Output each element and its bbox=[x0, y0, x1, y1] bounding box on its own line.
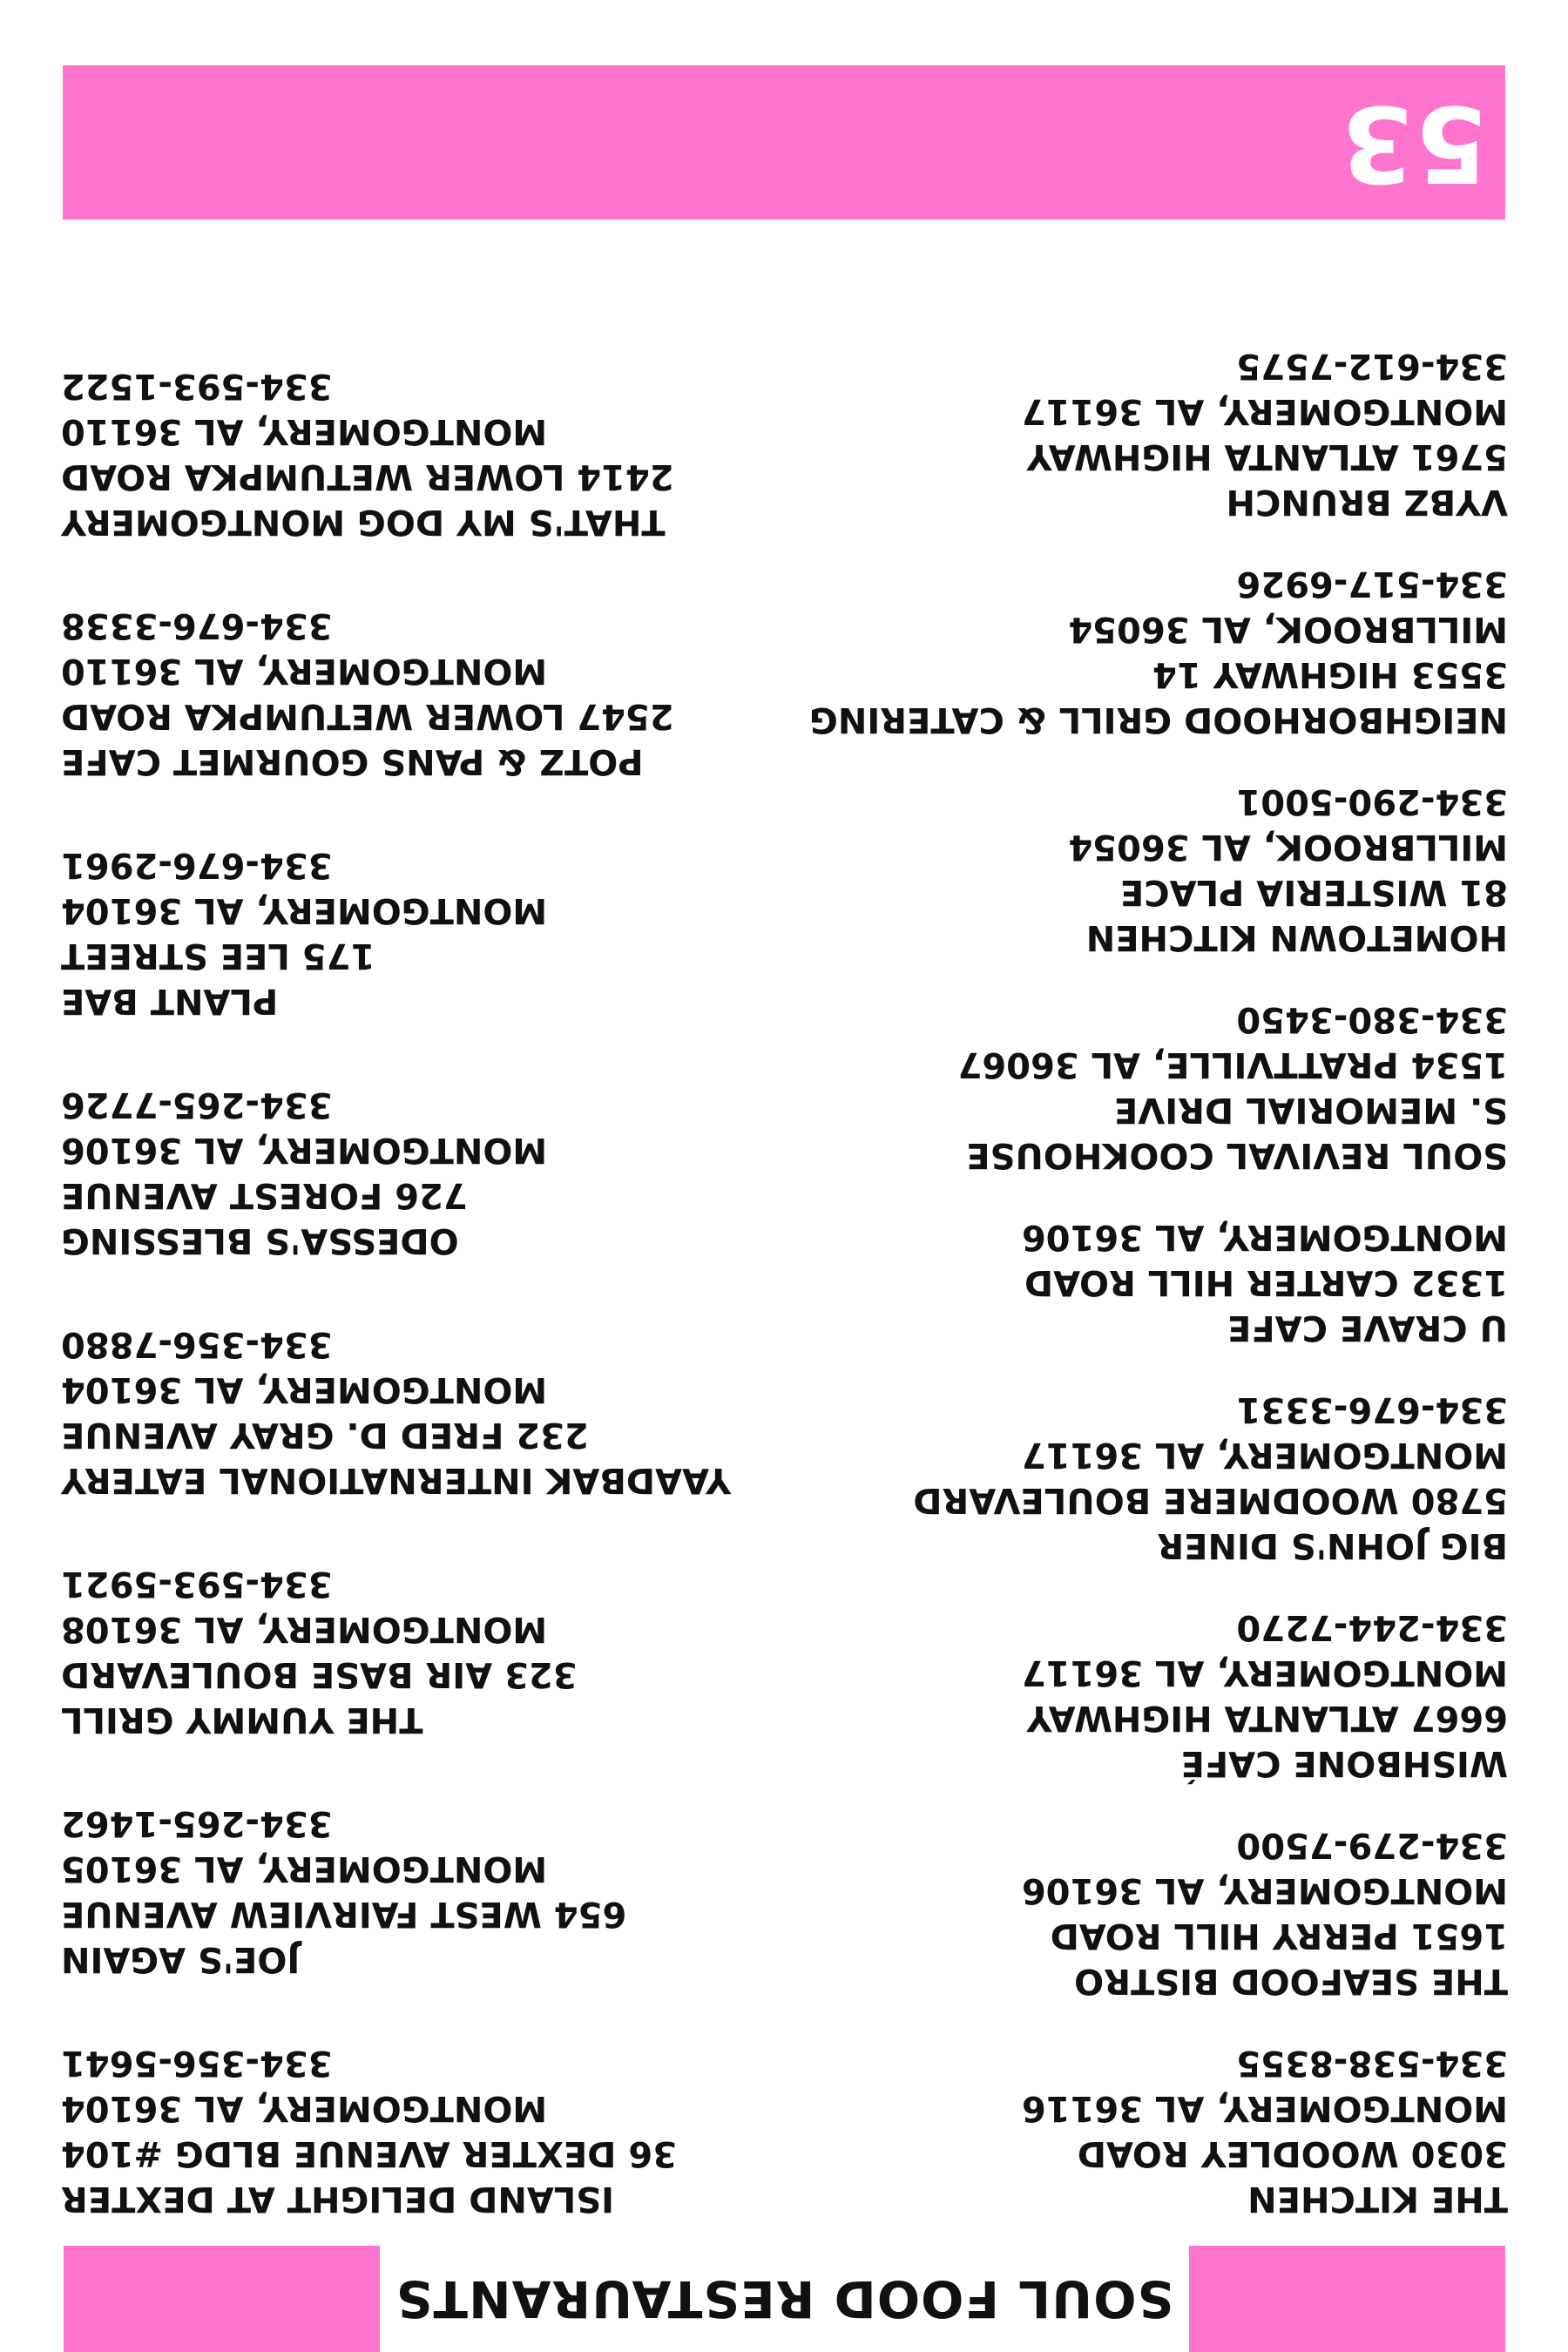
restaurant-address: 3553 HIGHWAY 14 bbox=[1152, 654, 1508, 694]
restaurant-city: MONTGOMERY, AL 36108 bbox=[61, 1609, 548, 1649]
restaurant-phone: 334-593-1522 bbox=[61, 366, 333, 406]
restaurant-city: MONTGOMERY, AL 36117 bbox=[1021, 1435, 1508, 1475]
restaurant-entry-wishbone-cafe bbox=[759, 1605, 1508, 1786]
restaurant-phone: 334-244-7270 bbox=[1236, 1607, 1508, 1647]
page-title: SOUL FOOD RESTAURANTS bbox=[395, 2269, 1174, 2328]
restaurant-name: ODESSA'S BLESSING bbox=[61, 1220, 459, 1260]
restaurant-name: JOE'S AGAIN bbox=[61, 1939, 301, 1979]
restaurant-entry-neighborhood-grill bbox=[759, 561, 1508, 742]
page-number-banner bbox=[63, 65, 1505, 220]
restaurant-name: THE KITCHEN bbox=[1247, 2179, 1508, 2219]
restaurant-city: MONTGOMERY, AL 36105 bbox=[61, 1848, 548, 1889]
restaurant-address: 5761 ATLANTA HIGHWAY bbox=[1026, 436, 1508, 476]
restaurant-address: 6667 ATLANTA HIGHWAY bbox=[1026, 1698, 1508, 1738]
restaurant-city: MONTGOMERY, AL 36104 bbox=[61, 890, 548, 930]
restaurant-name: YAADBAK INTERNATIONAL EATERY bbox=[61, 1460, 732, 1500]
restaurant-name: THE YUMMY GRILL bbox=[61, 1700, 423, 1740]
restaurant-city: MONTGOMERY, AL 36117 bbox=[1021, 391, 1508, 431]
restaurant-phone: 334-676-3338 bbox=[61, 605, 333, 645]
restaurant-entry-u-crave-cafe bbox=[759, 1214, 1508, 1350]
restaurant-entry-thats-my-dog bbox=[61, 363, 828, 544]
restaurant-phone: 334-265-7726 bbox=[61, 1085, 333, 1125]
restaurant-name: VYBZ BRUNCH bbox=[1226, 482, 1508, 522]
restaurant-phone: 334-279-7500 bbox=[1236, 1825, 1508, 1865]
restaurant-name: BIG JOHN'S DINER bbox=[1157, 1525, 1508, 1565]
restaurant-address: 5780 WOODMERE BOULEVARD bbox=[913, 1480, 1508, 1520]
restaurant-phone: 334-265-1462 bbox=[61, 1803, 333, 1843]
restaurant-entry-hometown-kitchen bbox=[759, 779, 1508, 960]
restaurant-phone: 334-676-2961 bbox=[61, 845, 333, 885]
restaurant-address: 3030 WOODLEY ROAD bbox=[1077, 2133, 1508, 2173]
restaurant-city: MONTGOMERY, AL 36106 bbox=[61, 1130, 548, 1170]
restaurant-city: MONTGOMERY, AL 36106 bbox=[1021, 1217, 1508, 1257]
restaurant-entry-island-delight bbox=[61, 2040, 828, 2221]
restaurant-phone: 334-356-5641 bbox=[61, 2043, 333, 2083]
restaurant-address: 81 WISTERIA PLACE bbox=[1119, 872, 1508, 912]
restaurant-entry-plant-bae bbox=[61, 842, 828, 1024]
restaurant-city: MILLBROOK, AL 36054 bbox=[1068, 827, 1508, 867]
restaurant-name: WISHBONE CAFÉ bbox=[1180, 1743, 1508, 1783]
restaurant-address: 2414 LOWER WETUMPKA ROAD bbox=[61, 456, 674, 497]
restaurant-address: 2547 LOWER WETUMPKA ROAD bbox=[61, 696, 674, 736]
restaurant-city: MONTGOMERY, AL 36116 bbox=[1021, 2088, 1508, 2128]
restaurant-address: 726 FOREST AVENUE bbox=[61, 1175, 468, 1215]
restaurant-address: 175 LEE STREET bbox=[61, 936, 375, 976]
restaurant-city: MONTGOMERY, AL 36106 bbox=[1021, 1870, 1508, 1910]
restaurant-name: THE SEAFOOD BISTRO bbox=[1074, 1961, 1508, 2001]
restaurant-city: MONTGOMERY, AL 36110 bbox=[61, 411, 548, 451]
restaurant-entry-yaadbak bbox=[61, 1321, 828, 1503]
restaurant-phone: 334-290-5001 bbox=[1236, 781, 1508, 821]
restaurant-entry-the-yummy-grill bbox=[61, 1561, 828, 1742]
restaurant-entry-joes-again bbox=[61, 1801, 828, 1982]
restaurant-phone: 334-676-3331 bbox=[1236, 1389, 1508, 1429]
restaurant-name: HOMETOWN KITCHEN bbox=[1085, 917, 1508, 957]
restaurant-address: 232 FRED D. GRAY AVENUE bbox=[61, 1415, 589, 1455]
restaurant-city: MONTGOMERY, AL 36104 bbox=[61, 1369, 548, 1409]
restaurant-address: S. MEMORIAL DRIVE bbox=[1113, 1090, 1508, 1130]
restaurant-address: 1332 CARTER HILL ROAD bbox=[1024, 1262, 1508, 1302]
restaurant-city: MILLBROOK, AL 36054 bbox=[1068, 609, 1508, 649]
restaurant-phone: 334-538-8355 bbox=[1236, 2043, 1508, 2083]
restaurant-name: NEIGHBORHOOD GRILL & CATERING bbox=[809, 700, 1508, 740]
restaurant-phone: 334-612-7575 bbox=[1236, 346, 1508, 386]
restaurant-name: SOUL REVIVAL COOKHOUSE bbox=[966, 1135, 1508, 1175]
restaurant-city: MONTGOMERY, AL 36117 bbox=[1021, 1652, 1508, 1693]
restaurant-address: 36 DEXTER AVENUE BLDG #104 bbox=[61, 2133, 677, 2173]
restaurant-address: 1651 PERRY HILL ROAD bbox=[1050, 1916, 1508, 1956]
restaurant-name: U CRAVE CAFE bbox=[1227, 1308, 1508, 1348]
restaurant-entry-odessas-blessing bbox=[61, 1082, 828, 1263]
title-accent-block-left bbox=[1189, 2246, 1505, 2352]
restaurant-name: THAT'S MY DOG MONTGOMERY bbox=[61, 502, 666, 542]
restaurant-phone: 334-517-6926 bbox=[1236, 564, 1508, 604]
restaurant-address: 323 AIR BASE BOULEVARD bbox=[61, 1654, 578, 1694]
title-bar bbox=[0, 2246, 1568, 2352]
restaurant-name: PLANT BAE bbox=[61, 981, 279, 1021]
restaurant-city: MONTGOMERY, AL 36104 bbox=[61, 2088, 548, 2128]
restaurant-entry-vybz-brunch bbox=[759, 343, 1508, 524]
restaurant-entry-the-seafood-bistro bbox=[759, 1822, 1508, 2004]
restaurant-phone: 334-380-3450 bbox=[1236, 999, 1508, 1039]
page-number: 53 bbox=[1339, 82, 1488, 203]
restaurant-city: 1534 PRATTVILLE, AL 36067 bbox=[957, 1044, 1508, 1085]
restaurant-name: POTZ & PANS GOURMET CAFE bbox=[61, 741, 644, 781]
restaurant-entry-the-kitchen bbox=[759, 2040, 1508, 2221]
title-accent-block-right bbox=[64, 2246, 380, 2352]
restaurant-city: MONTGOMERY, AL 36110 bbox=[61, 651, 548, 691]
restaurant-address: 654 WEST FAIRVIEW AVENUE bbox=[61, 1894, 627, 1934]
restaurant-name: ISLAND DELIGHT AT DEXTER bbox=[61, 2179, 614, 2219]
restaurant-phone: 334-356-7880 bbox=[61, 1324, 333, 1364]
restaurant-entry-soul-revival-cookhouse bbox=[759, 997, 1508, 1178]
restaurant-phone: 334-593-5921 bbox=[61, 1564, 333, 1604]
restaurant-entry-big-johns-diner bbox=[759, 1387, 1508, 1568]
restaurant-entry-potz-and-pans bbox=[61, 603, 828, 784]
